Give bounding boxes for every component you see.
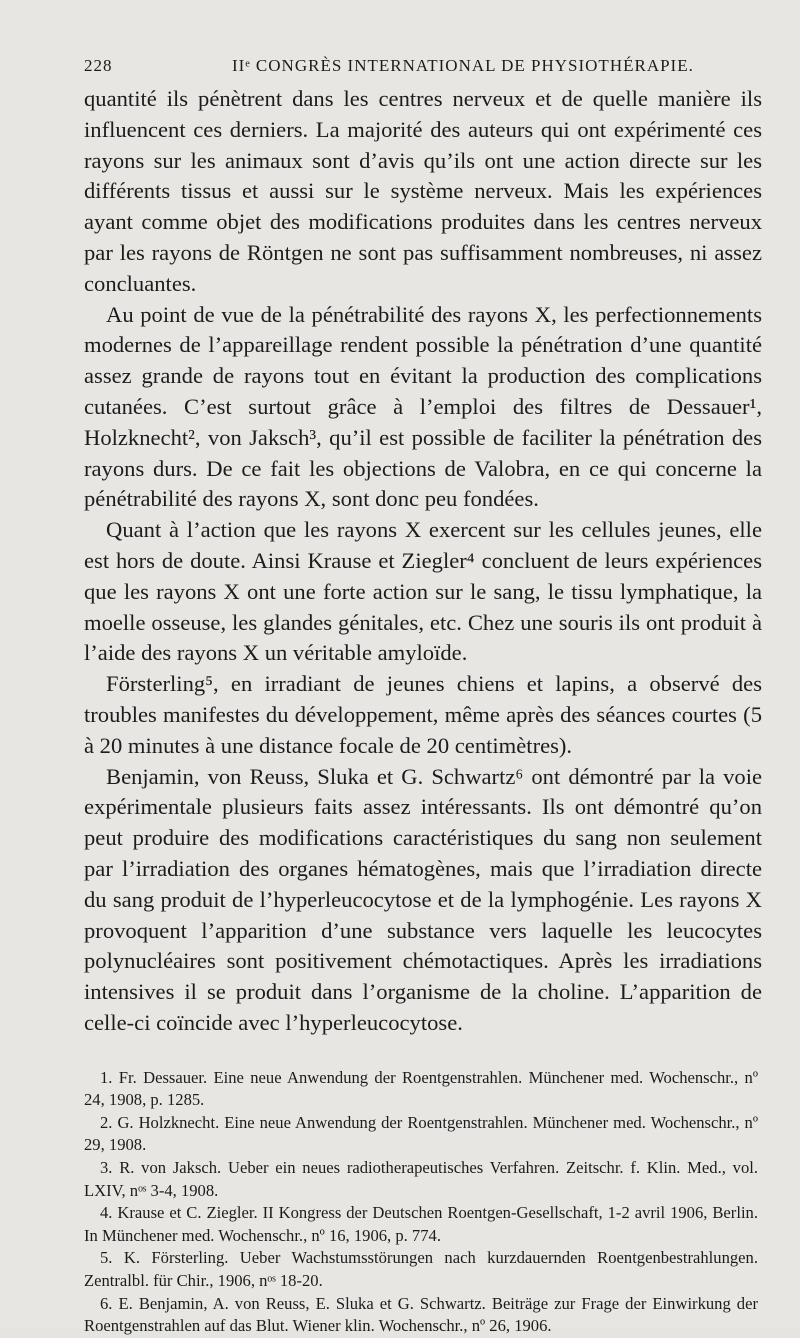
- footnote: 5. K. Försterling. Ueber Wachstumsstörungen nach kurzdauernden Roentgenbestrahlungen. Zentralbl. für Chir., 1906, nᵒˢ 18-20.: [84, 1248, 758, 1291]
- running-title: IIᵉ CONGRÈS INTERNATIONAL DE PHYSIOTHÉRAPIE.: [232, 56, 694, 75]
- footnote: 6. E. Benjamin, A. von Reuss, E. Sluka et G. Schwartz. Beiträge zur Frage der Einwirkung der Roentgenstrahlen auf das Blut. Wiener klin. Wochenschr., nº 26, 1906.: [84, 1293, 758, 1336]
- footnote: 3. R. von Jaksch. Ueber ein neues radiotherapeutisches Verfahren. Zeitschr. f. Klin. Med., vol. LXIV, nᵒˢ 3-4, 1908.: [84, 1158, 758, 1200]
- body-text: [84, 84, 762, 1039]
- footnote: 4. Krause et C. Ziegler. II Kongress der Deutschen Roentgen-Gesellschaft, 1-2 avril 1906, Berlin. In Münchener med. Wochenschr., nº 16, 1906, p. 774.: [84, 1203, 758, 1245]
- footnote: 2. G. Holzknecht. Eine neue Anwendung der Roentgenstrahlen. Münchener med. Wochenschr., nº 29, 1908.: [84, 1112, 758, 1155]
- footnotes: [84, 1067, 762, 1338]
- paragraph: Benjamin, von Reuss, Sluka et G. Schwartz⁶ ont démontré par la voie expérimentale plusieurs faits assez intéressants. Ils ont démontré qu’on peut produire des modifications caractéristiques du sang non seulement par l’irradiation des organes hématogènes, mais que l’irradiation directe du sang produit de l’hyperleucocytose et de la lymphogénie. Les rayons X provoquent l’apparition d’une substance vers laquelle les leucocytes polynucléaires sont positivement chémotactiques. Après les irradiations intensives il se produit dans l’organisme de la choline. L’apparition de celle-ci coïncide avec l’hyperleucocytose.: [84, 763, 762, 1035]
- page-number: 228: [84, 56, 113, 75]
- paragraph: Quant à l’action que les rayons X exercent sur les cellules jeunes, elle est hors de doute. Ainsi Krause et Ziegler⁴ concluent de leurs expériences que les rayons X ont une forte action sur le sang, le tissu lymphatique, la moelle osseuse, les glandes génitales, etc. Chez une souris ils ont produit à l’aide des rayons X un véritable amyloïde.: [84, 517, 762, 666]
- paragraph: quantité ils pénètrent dans les centres nerveux et de quelle manière ils influencent ces derniers. La majorité des auteurs qui ont expérimenté ces rayons sur les animaux sont d’avis qu’ils ont une action directe sur les différents tissus et aussi sur le système nerveux. Mais les expériences ayant comme objet des modifications produites dans les centres nerveux par les rayons de Röntgen ne sont pas suffisamment nombreuses, ni assez concluantes.: [84, 86, 762, 296]
- running-header: [84, 48, 762, 78]
- paragraph: Försterling⁵, en irradiant de jeunes chiens et lapins, a observé des troubles manifestes du développement, même après des séances courtes (5 à 20 minutes à une distance focale de 20 centimètres).: [84, 671, 762, 758]
- footnote: 1. Fr. Dessauer. Eine neue Anwendung der Roentgenstrahlen. Münchener med. Wochenschr., nº 24, 1908, p. 1285.: [84, 1067, 758, 1110]
- paragraph: Au point de vue de la pénétrabilité des rayons X, les perfectionnements modernes de l’appareillage rendent possible la pénétration d’une quantité assez grande de rayons tout en évitant la production des complications cutanées. C’est surtout grâce à l’emploi des filtres de Dessauer¹, Holzknecht², von Jaksch³, qu’il est possible de faciliter la pénétration des rayons durs. De ce fait les objections de Valobra, en ce qui concerne la pénétrabilité des rayons X, sont donc peu fondées.: [84, 301, 762, 512]
